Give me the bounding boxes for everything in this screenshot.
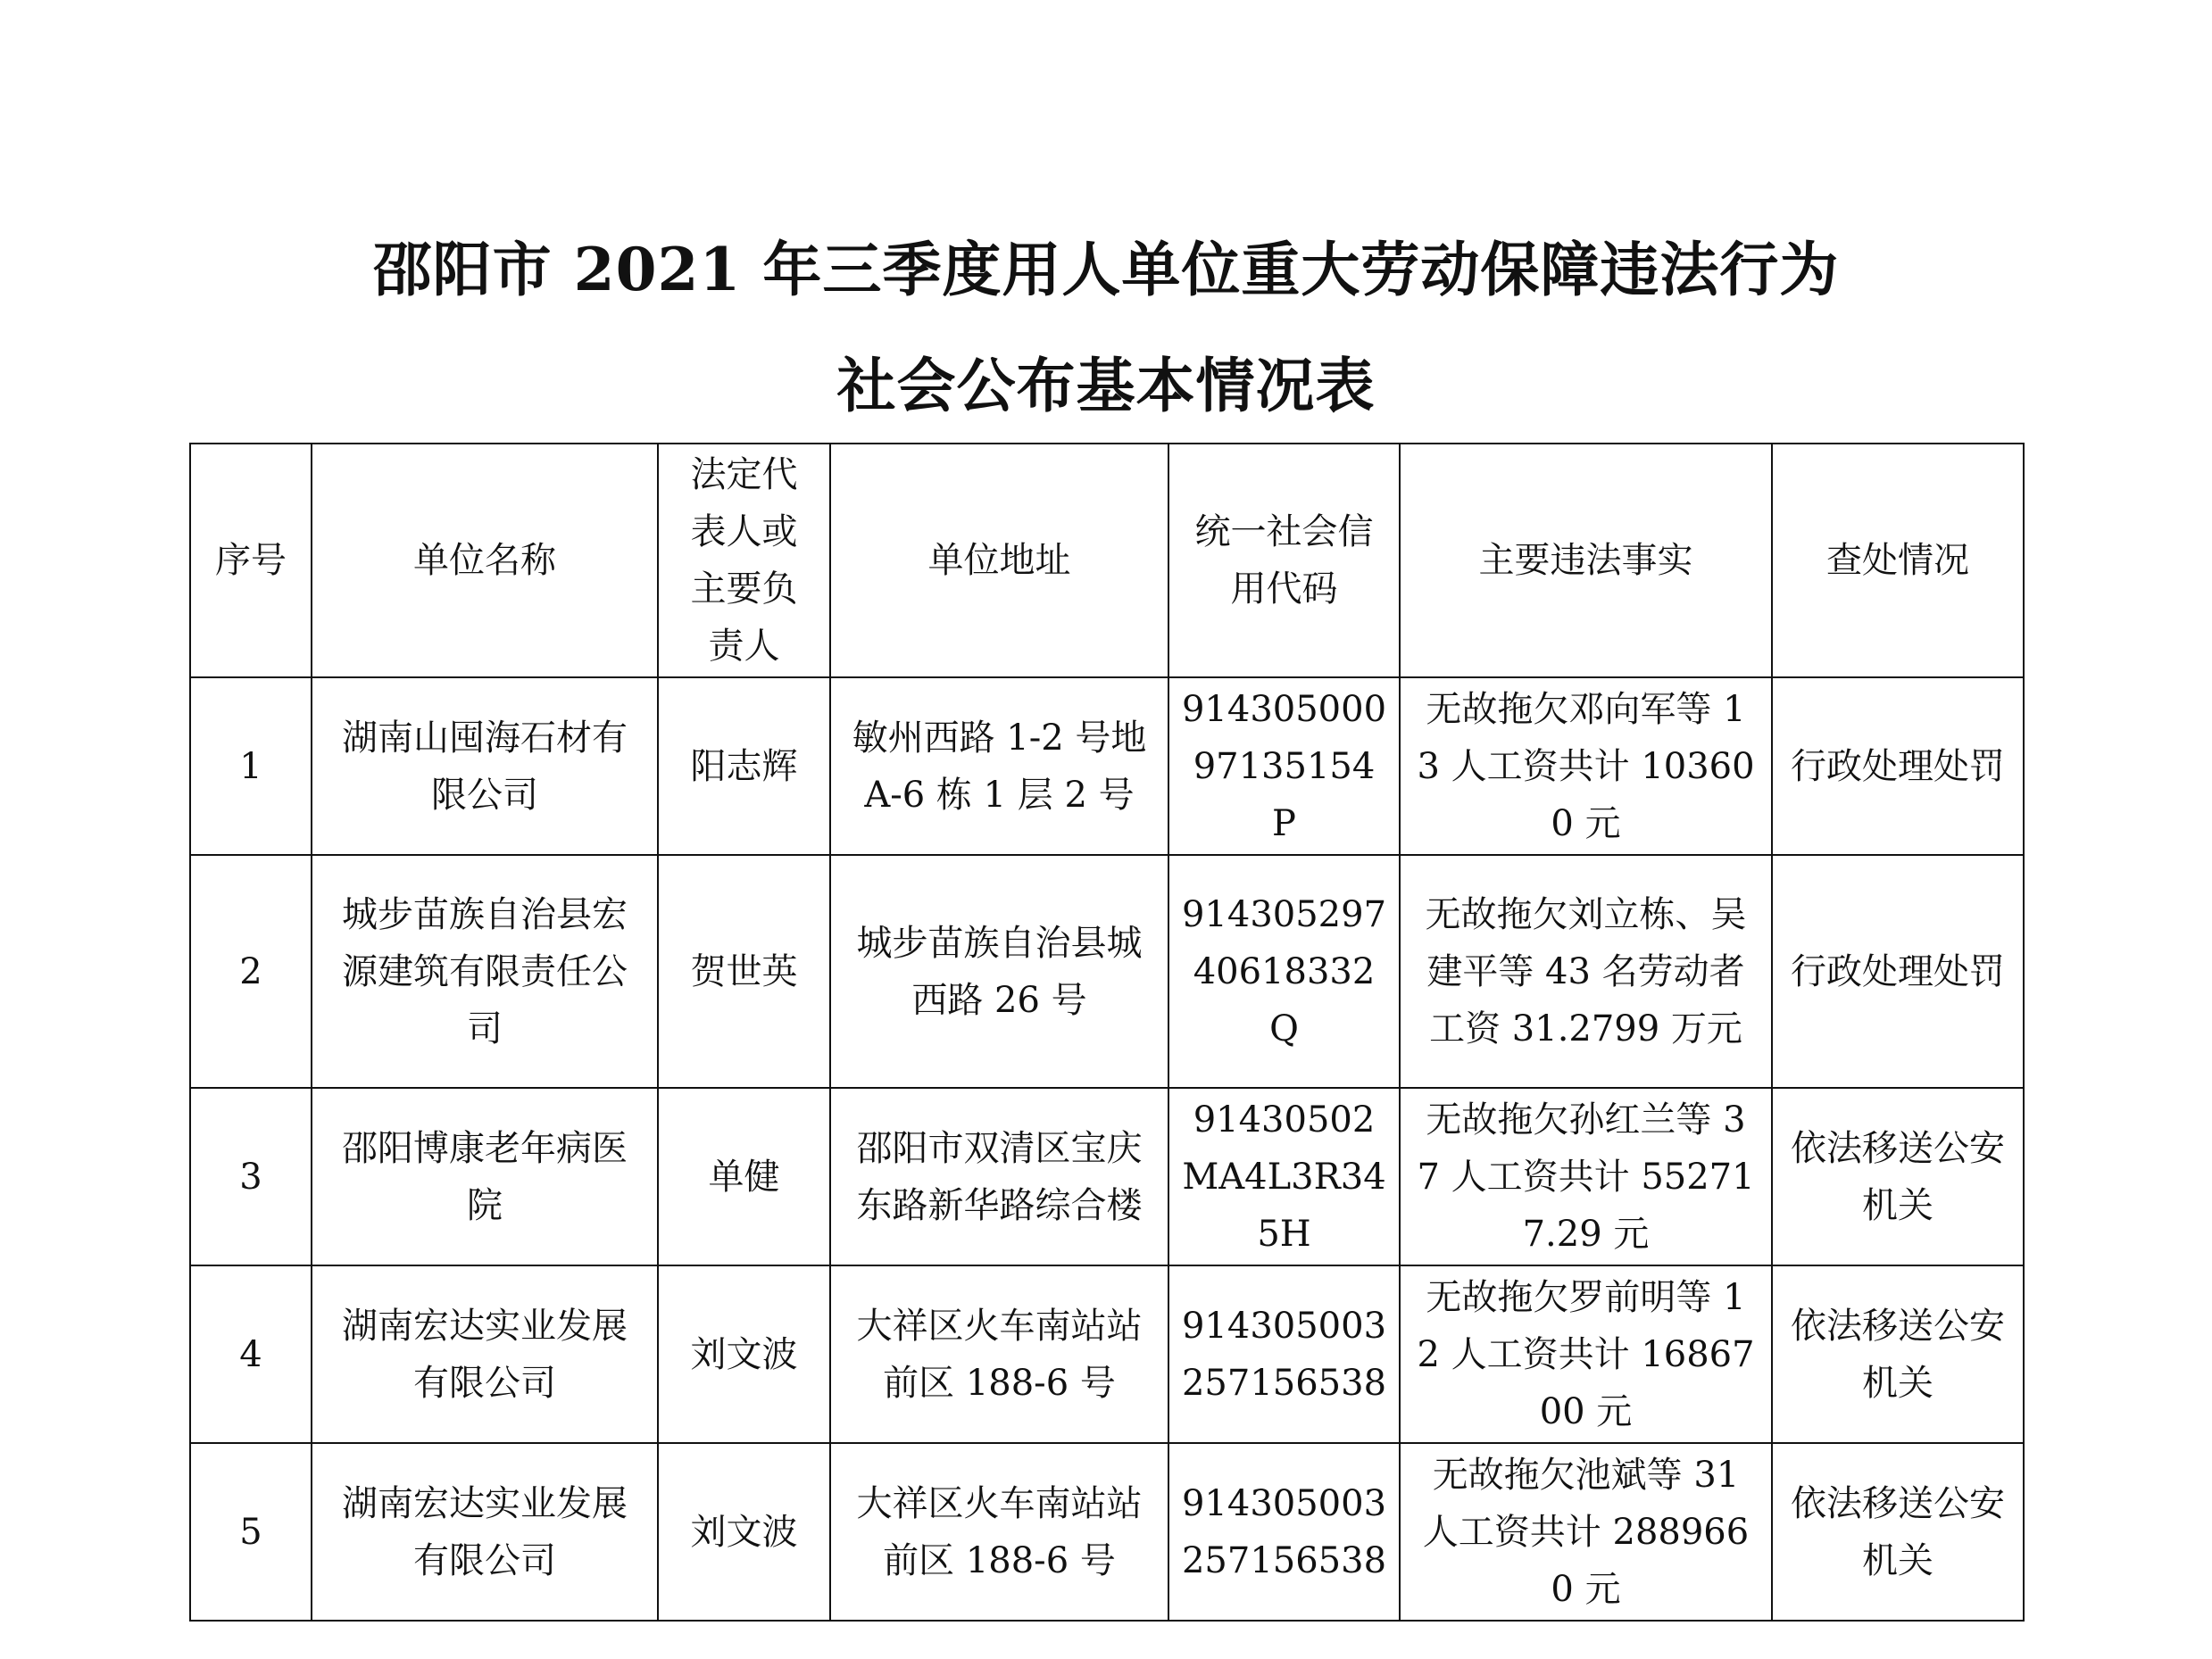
cell-representative: 贺世英 [658,855,830,1088]
cell-name: 湖南山囤海石材有限公司 [312,677,658,855]
cell-representative: 单健 [658,1088,830,1265]
table-row [190,1443,2024,1621]
cell-no: 5 [190,1443,312,1621]
cell-address: 大祥区火车南站站前区 188-6 号 [830,1265,1168,1443]
cell-no: 2 [190,855,312,1088]
cell-representative: 刘文波 [658,1443,830,1621]
violations-table [189,443,2025,1622]
table-row [190,677,2024,855]
cell-name: 城步苗族自治县宏源建筑有限责任公司 [312,855,658,1088]
cell-credit-code: 91430529740618332Q [1168,855,1400,1088]
cell-facts: 无故拖欠刘立栋、吴建平等 43 名劳动者工资 31.2799 万元 [1400,855,1772,1088]
cell-name: 邵阳博康老年病医院 [312,1088,658,1265]
cell-representative: 阳志辉 [658,677,830,855]
cell-representative: 刘文波 [658,1265,830,1443]
table-header-row [190,444,2024,677]
header-name: 单位名称 [312,444,658,677]
header-no: 序号 [190,444,312,677]
header-facts: 主要违法事实 [1400,444,1772,677]
cell-name: 湖南宏达实业发展有限公司 [312,1443,658,1621]
cell-no: 3 [190,1088,312,1265]
cell-no: 4 [190,1265,312,1443]
document-subtitle: 社会公布基本情况表 [836,351,1376,420]
cell-address: 邵阳市双清区宝庆东路新华路综合楼 [830,1088,1168,1265]
cell-facts: 无故拖欠孙红兰等 37 人工资共计 552717.29 元 [1400,1088,1772,1265]
header-representative: 法定代表人或主要负责人 [658,444,830,677]
cell-credit-code: 91430502MA4L3R345H [1168,1088,1400,1265]
cell-credit-code: 914305003257156538 [1168,1443,1400,1621]
table-row [190,1265,2024,1443]
cell-facts: 无故拖欠池斌等 31 人工资共计 2889660 元 [1400,1443,1772,1621]
cell-no: 1 [190,677,312,855]
cell-address: 城步苗族自治县城西路 26 号 [830,855,1168,1088]
cell-credit-code: 914305003257156538 [1168,1265,1400,1443]
table-row [190,855,2024,1088]
cell-result: 行政处理处罚 [1772,855,2024,1088]
header-result: 查处情况 [1772,444,2024,677]
cell-result: 依法移送公安机关 [1772,1265,2024,1443]
cell-name: 湖南宏达实业发展有限公司 [312,1265,658,1443]
cell-address: 敏州西路 1-2 号地 A-6 栋 1 层 2 号 [830,677,1168,855]
cell-address: 大祥区火车南站站前区 188-6 号 [830,1443,1168,1621]
table-row [190,1088,2024,1265]
cell-result: 行政处理处罚 [1772,677,2024,855]
header-credit-code: 统一社会信用代码 [1168,444,1400,677]
cell-facts: 无故拖欠邓向军等 13 人工资共计 103600 元 [1400,677,1772,855]
header-address: 单位地址 [830,444,1168,677]
document-title: 邵阳市 2021 年三季度用人单位重大劳动保障违法行为 [372,235,1840,304]
cell-credit-code: 91430500097135154P [1168,677,1400,855]
cell-result: 依法移送公安机关 [1772,1443,2024,1621]
cell-result: 依法移送公安机关 [1772,1088,2024,1265]
cell-facts: 无故拖欠罗前明等 12 人工资共计 1686700 元 [1400,1265,1772,1443]
